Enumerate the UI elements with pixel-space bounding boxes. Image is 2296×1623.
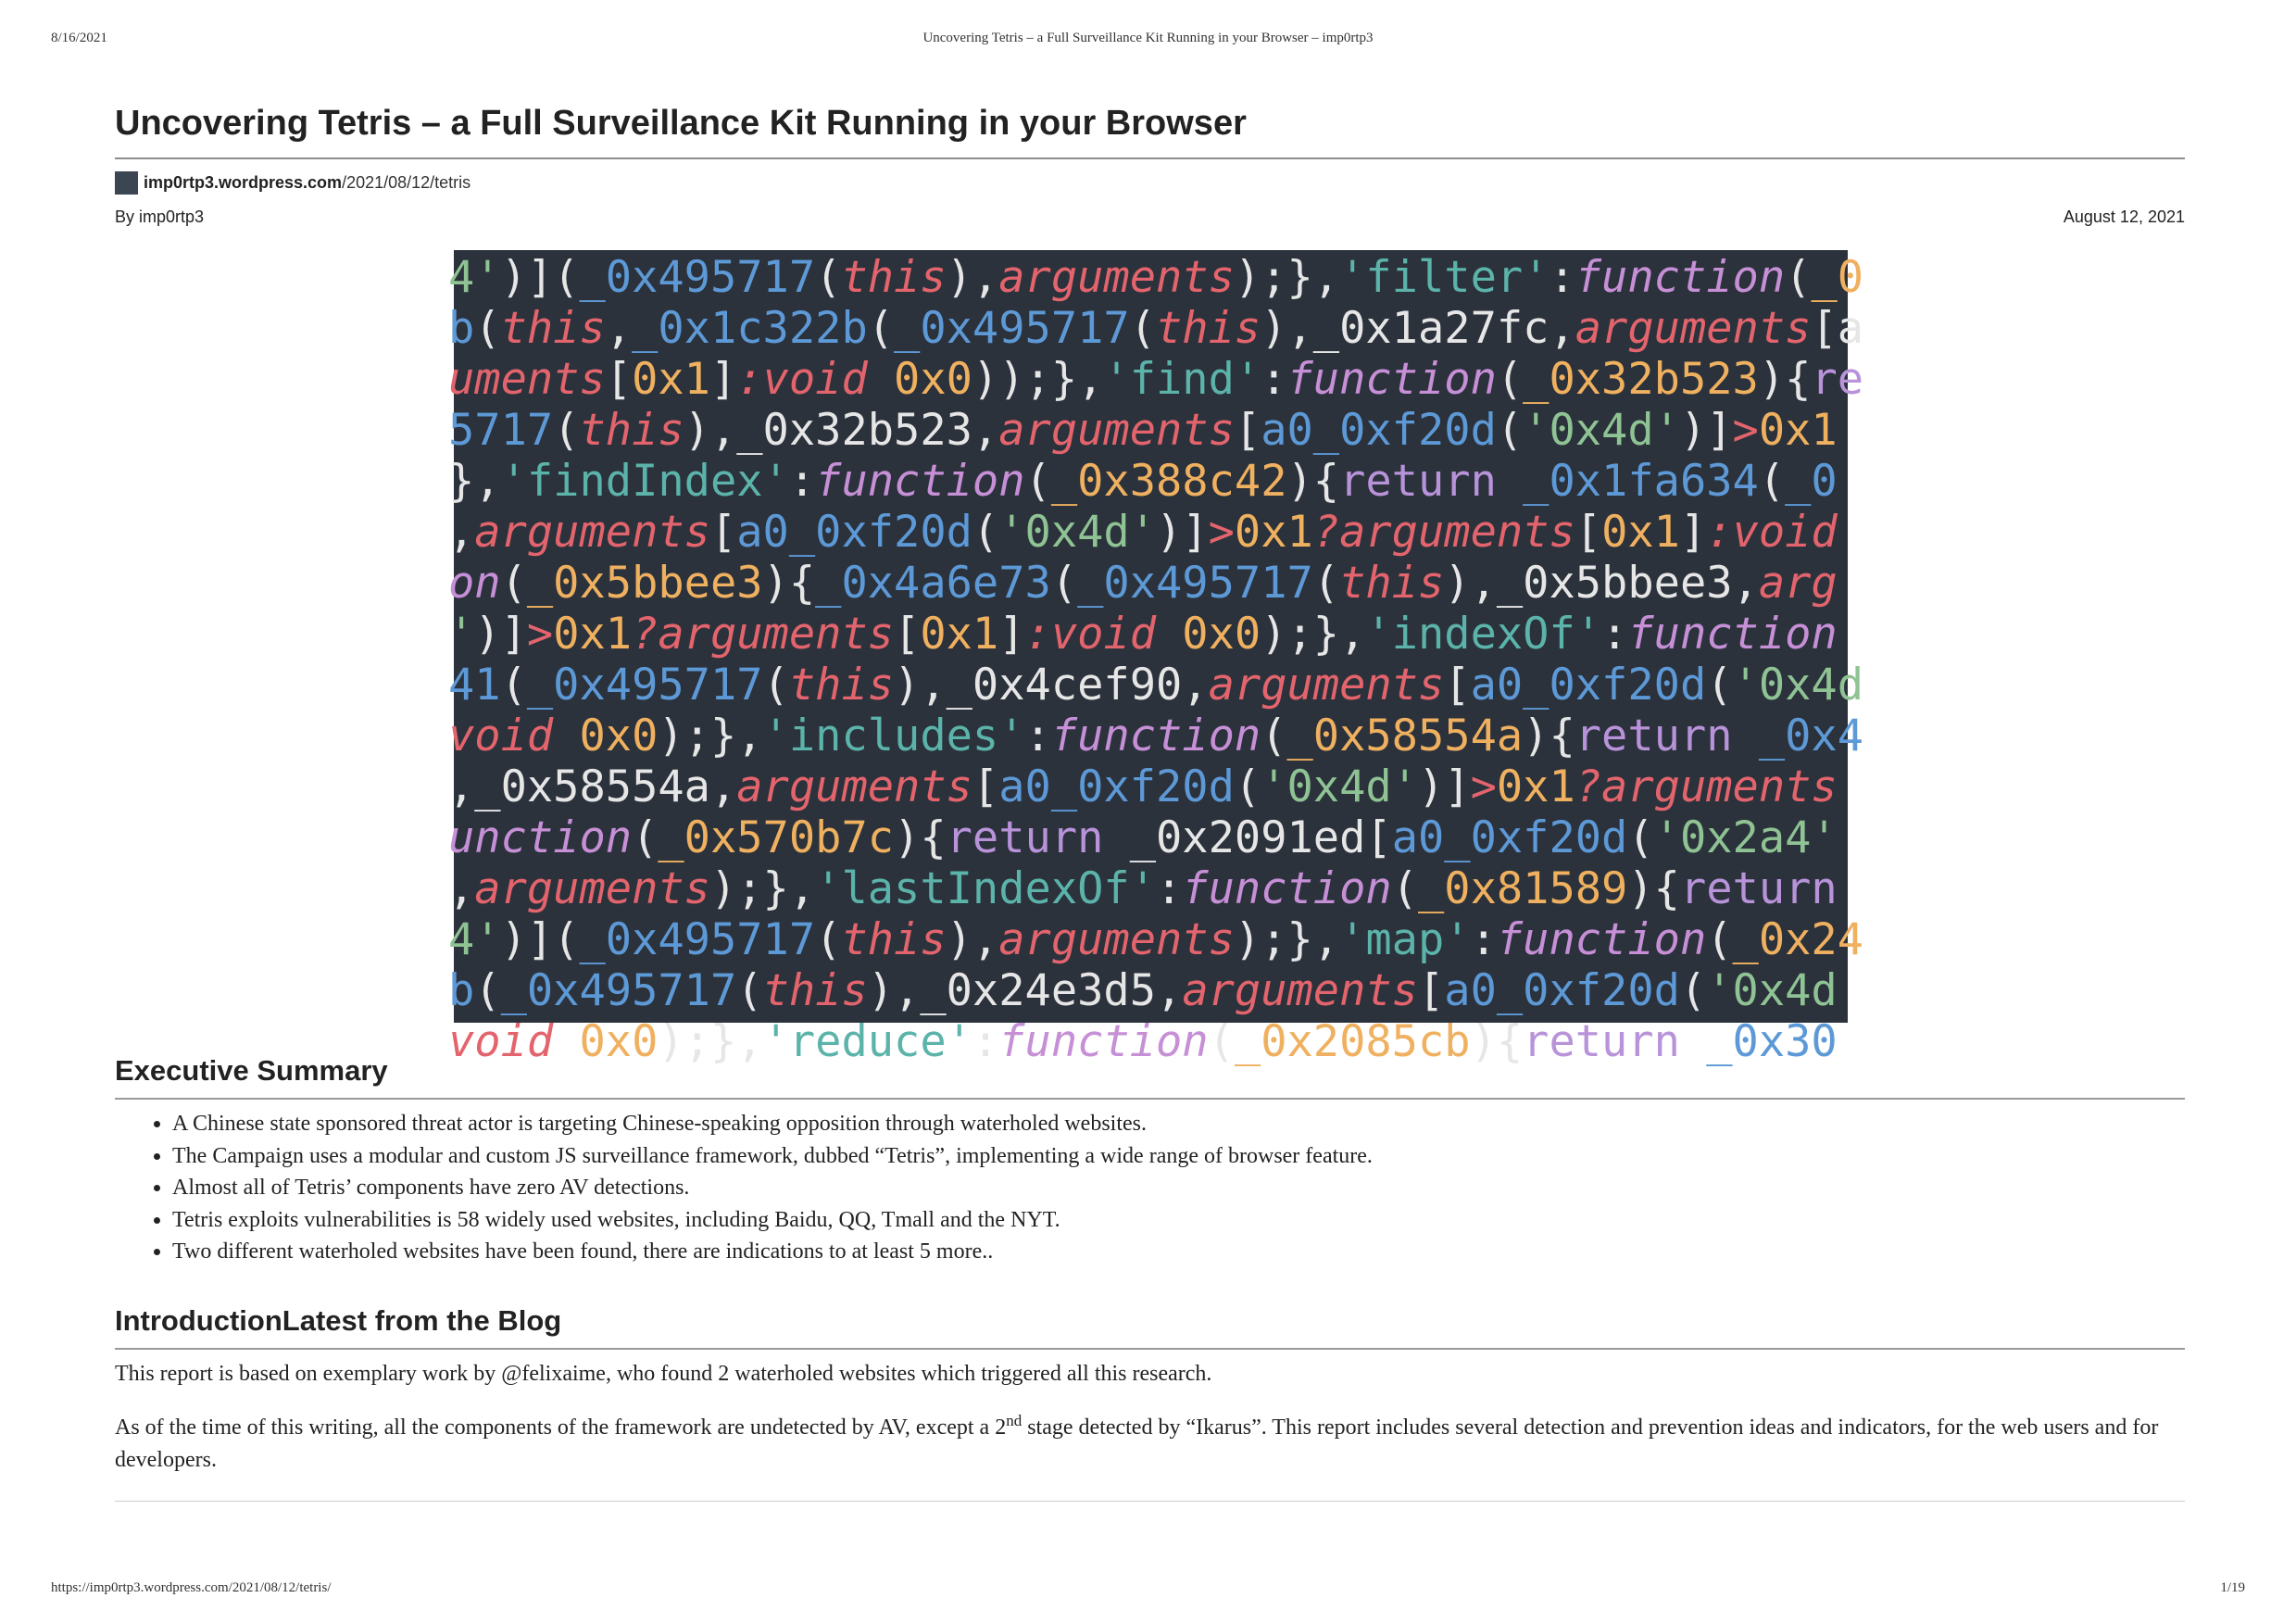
content-end-divider: [115, 1501, 2185, 1502]
author-byline: By imp0rtp3: [115, 208, 205, 226]
list-item: • Tetris exploits vulnerabilities is 58 widely used websites, including Baidu, QQ, Tmall and the NYT.: [172, 1204, 1373, 1237]
list-item: • A Chinese state sponsored threat actor is targeting Chinese-speaking opposition through waterholed websites.: [172, 1108, 1373, 1140]
introduction-heading: IntroductionLatest from the Blog: [115, 1304, 562, 1337]
article-title: Uncovering Tetris – a Full Surveillance Kit Running in your Browser: [115, 104, 1247, 143]
ordinal-superscript: nd: [1006, 1412, 1023, 1429]
title-divider: [115, 157, 2185, 159]
intro-paragraph-2-rest: stage detected by “Ikarus”. This report includes several detection and prevention ideas and indicators, for the web users and for developers.: [115, 1415, 2159, 1472]
list-item: • The Campaign uses a modular and custom JS surveillance framework, dubbed “Tetris”, implementing a wide range of browser feature.: [172, 1140, 1373, 1173]
executive-summary-heading: Executive Summary: [115, 1054, 388, 1087]
hero-code-image: [448, 250, 1864, 1067]
byline-row: [115, 208, 2185, 230]
print-page-title: Uncovering Tetris – a Full Surveillance Kit Running in your Browser – imp0rtp3: [922, 31, 1374, 45]
print-footer: [51, 1580, 2245, 1599]
publish-date: August 12, 2021: [2063, 208, 2185, 226]
intro-paragraph-2: [115, 1412, 2185, 1477]
source-path: /2021/08/12/tetris: [342, 172, 471, 192]
print-page-number: 1/19: [2220, 1580, 2245, 1595]
print-url: https://imp0rtp3.wordpress.com/2021/08/12/tetris/: [51, 1580, 332, 1595]
source-link[interactable]: [115, 170, 470, 195]
print-header: [51, 31, 2245, 49]
site-favicon-icon: [115, 171, 138, 195]
source-domain: imp0rtp3.wordpress.com: [144, 172, 343, 192]
intro-paragraph-1: This report is based on exemplary work by @felixaime, who found 2 waterholed websites which triggered all this research.: [115, 1362, 1212, 1386]
obfuscated-code-picture: 4')](_0x495717(this),arguments);},'filter':function(_0 b(this,_0x1c322b(_0x495717(this),_0x1a27fc,arguments[a uments[0x1]:void 0x0));},'find':function(_0x32b523){re 5717(this),_0x32b523,arguments[a0_0xf20d('0x4d')]>0x1 },'findIndex':function(_0x388c42){return _0x1fa634(_0 ,arguments[a0_0xf20d('0x4d')]>0x1?arguments[0x1]:void on(_0x5bbee3){_0x4a6e73(_0x495717(this),_0x5bbee3,arg ')]>0x1?arguments[0x1]:void 0x0);},'indexOf':function 41(_0x495717(this),_0x4cef90,arguments[a0_0xf20d('0x4d void 0x0);},'includes':function(_0x58554a){return _0x4 ,_0x58554a,arguments[a0_0xf20d('0x4d')]>0x1?arguments unction(_0x570b7c){return _0x2091ed[a0_0xf20d('0x2a4' ,arguments);},'lastIndexOf':function(_0x81589){return 4')](_0x495717(this),arguments);},'map':function(_0x24 b(_0x495717(this),_0x24e3d5,arguments[a0_0xf20d('0x4d void 0x0);},'reduce':function(_0x2085cb){return _0x30: [448, 252, 1864, 1067]
executive-summary-list: [115, 1108, 1373, 1268]
list-item: • Two different waterholed websites have been found, there are indications to at least 5 more..: [172, 1236, 1373, 1268]
intro-paragraph-2-text: As of the time of this writing, all the components of the framework are undetected by AV, except a 2: [115, 1415, 1007, 1440]
list-item: • Almost all of Tetris’ components have zero AV detections.: [172, 1172, 1373, 1204]
introduction-divider: [115, 1348, 2185, 1350]
print-date: 8/16/2021: [51, 31, 107, 45]
executive-summary-divider: [115, 1098, 2185, 1100]
